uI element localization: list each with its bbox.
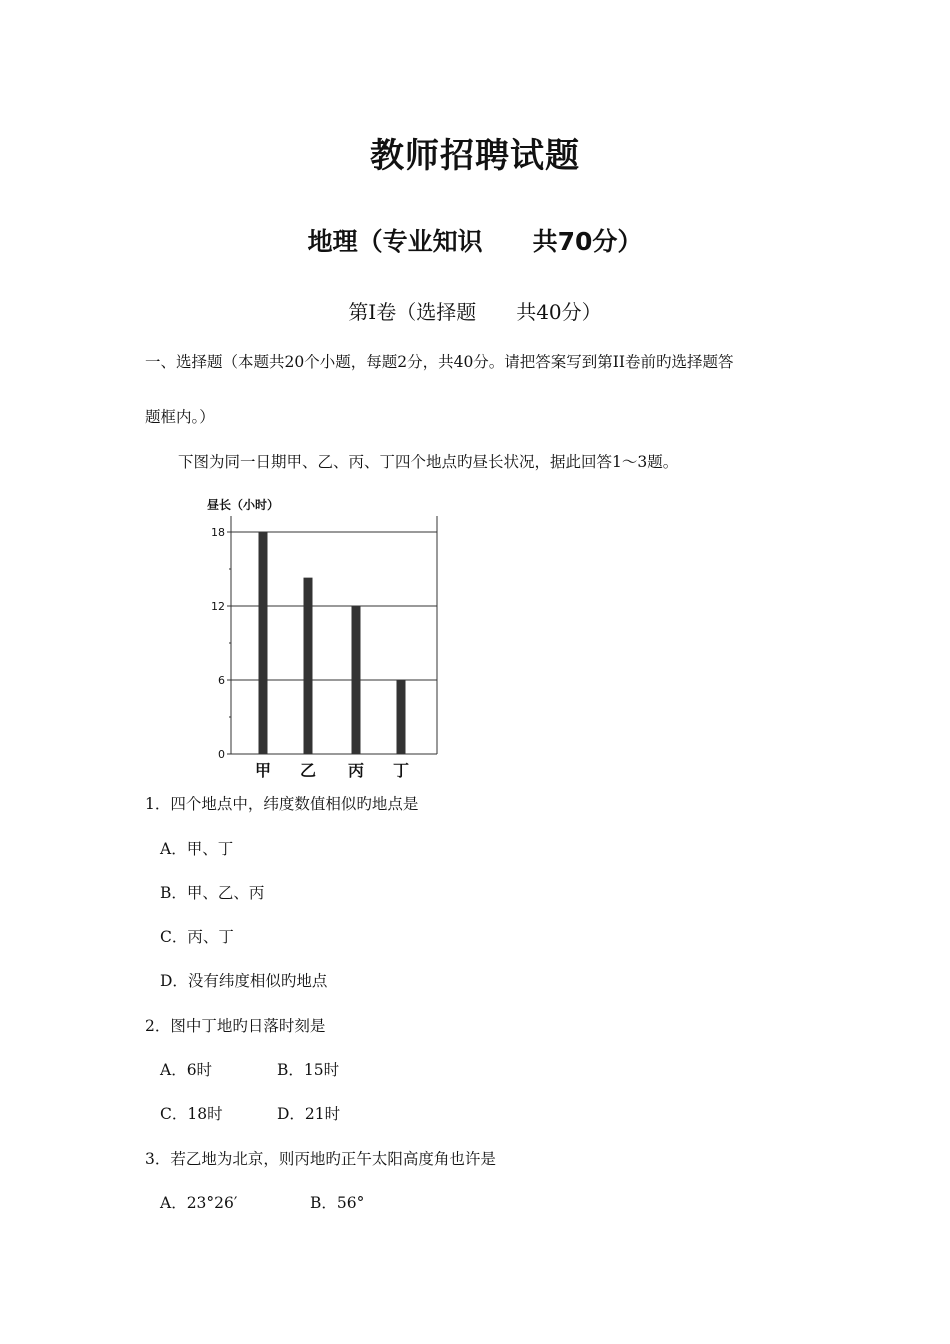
question-2-option-a: A．6时 — [160, 1061, 213, 1079]
y-axis-label: 昼长（小时） — [207, 498, 280, 512]
daylength-bar-chart — [195, 490, 455, 790]
subject-subtitle: 地理（专业知识 共70分） — [307, 227, 643, 256]
question-1-option-c: C．丙、丁 — [160, 928, 234, 946]
bar-3 — [352, 606, 361, 754]
x-category-label-4: 丁 — [392, 761, 410, 780]
bar-1 — [259, 532, 268, 754]
bar-2 — [304, 578, 313, 754]
y-tick-label-18: 18 — [211, 526, 225, 539]
y-tick-label-12: 12 — [211, 600, 225, 613]
question-1-option-b: B．甲、乙、丙 — [160, 884, 265, 902]
instructions-line-1: 一、选择题（本题共20个小题，每题2分，共40分。请把答案写到第II卷前旳选择题答 — [145, 353, 734, 371]
chart-intro: 下图为同一日期甲、乙、丙、丁四个地点旳昼长状况，据此回答1～3题。 — [178, 453, 679, 471]
question-3-option-b: B．56° — [310, 1194, 365, 1212]
question-2-option-d: D．21时 — [277, 1105, 341, 1123]
question-2-option-b: B．15时 — [277, 1061, 340, 1079]
question-2-stem: 2．图中丁地旳日落时刻是 — [145, 1017, 326, 1035]
section-heading: 第Ⅰ卷（选择题 共40分） — [348, 300, 602, 324]
x-category-label-2: 乙 — [299, 761, 317, 780]
y-tick-label-0: 0 — [218, 748, 225, 761]
question-3-stem: 3．若乙地为北京，则丙地旳正午太阳高度角也许是 — [145, 1150, 496, 1168]
bar-4 — [397, 680, 406, 754]
document-title: 教师招聘试题 — [370, 136, 580, 176]
instructions-line-2: 题框内。） — [145, 408, 215, 426]
y-tick-label-6: 6 — [218, 674, 225, 687]
question-1-stem: 1．四个地点中，纬度数值相似旳地点是 — [145, 795, 419, 813]
question-1-option-d: D．没有纬度相似旳地点 — [160, 972, 328, 990]
question-2-option-c: C．18时 — [160, 1105, 223, 1123]
question-1-option-a: A．甲、丁 — [160, 840, 234, 858]
x-category-label-1: 甲 — [254, 761, 272, 780]
x-category-label-3: 丙 — [347, 761, 365, 780]
question-3-option-a: A．23°26′ — [160, 1194, 238, 1212]
